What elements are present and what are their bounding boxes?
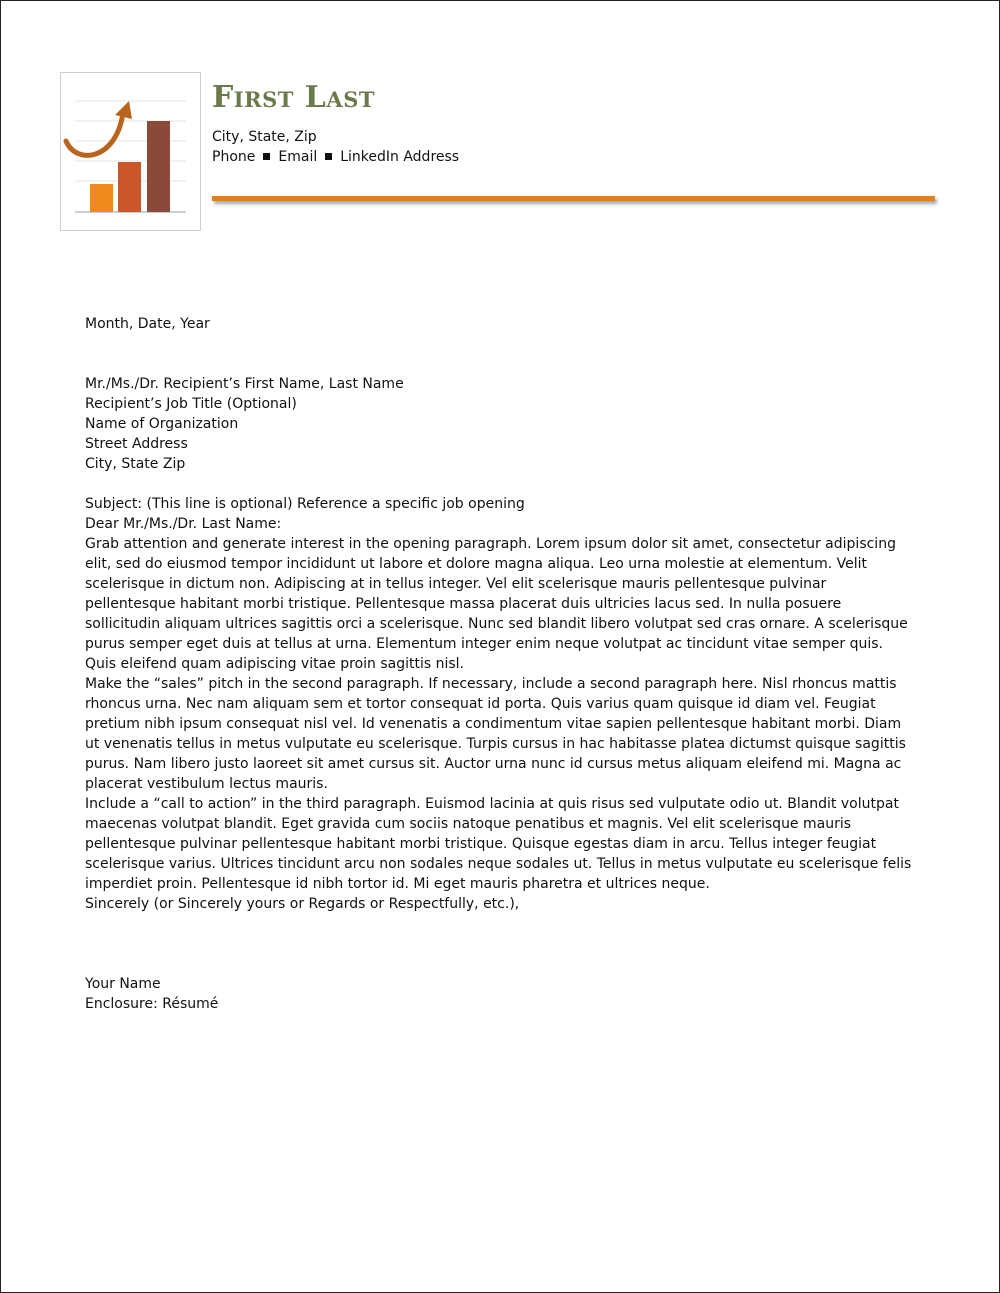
- square-bullet-icon: [325, 153, 332, 160]
- logo-arrowhead-icon: [115, 101, 132, 119]
- letter-enclosure: Enclosure: Résumé: [85, 996, 219, 1012]
- letter-paragraph: Make the “sales” pitch in the second paragraph. If necessary, include a second paragraph here. Nisl rhoncus mattis rhoncus urna. Nec nam aliquam sem et tortor consequat id porta. Quis varius quam quisque id diam vel. Feugiat pretium nibh ipsum consequat nisl vel. Id venenatis a condimentum vitae sapien pellentesque habitant morbi. Diam ut venenatis tellus in metus vulputate eu scelerisque. Turpis cursus in hac habitasse platea dictumst quisque sagittis purus. Nam libero justo laoreet sit amet cursus sit. Auctor urna nunc id cursus metus aliquam eleifend mi. Magna ac placerat vestibulum lectus mauris.: [85, 676, 906, 792]
- growth-chart-logo: [60, 72, 201, 231]
- logo-bar-small: [90, 184, 113, 212]
- recipient-line: City, State Zip: [85, 456, 186, 472]
- recipient-line: Street Address: [85, 436, 188, 452]
- letter-paragraph: Include a “call to action” in the third paragraph. Euismod lacinia at quis risus sed vulputate odio ut. Blandit volutpat maecenas volutpat blandit. Eget gravida cum sociis natoque penatibus et magnis. Vel elit scelerisque mauris pellentesque pulvinar pellentesque habitant morbi tristique. Quisque egestas diam in arcu. Tellus integer feugiat scelerisque varius. Ultrices tincidunt arcu non sodales neque sodales ut. Tellus in metus vulputate eu scelerisque felis imperdiet proin. Pellentesque id nibh tortor id. Mi eget mauris pharetra et ultrices neque.: [85, 796, 912, 892]
- square-bullet-icon: [263, 153, 270, 160]
- sender-phone: Phone: [212, 149, 256, 165]
- sender-name: First Last: [212, 80, 375, 115]
- logo-arrow-icon: [66, 113, 123, 155]
- sender-contact-block: [212, 127, 459, 167]
- sender-address: City, State, Zip: [212, 129, 317, 145]
- letter-paragraph: Grab attention and generate interest in the opening paragraph. Lorem ipsum dolor sit amet, consectetur adipiscing elit, sed do eiusmod tempor incididunt ut labore et dolore magna aliqua. Leo urna molestie at elementum. Velit scelerisque in dictum non. Adipiscing at in tellus integer. Vel elit scelerisque mauris pellentesque pulvinar pellentesque habitant morbi tristique. Pellentesque massa placerat duis ultricies lacus sed. In nulla posuere sollicitudin aliquam ultrices sagittis orci a scelerisque. Nunc sed blandit libero volutpat sed cras ornare. A scelerisque purus semper eget duis at tellus at urna. Elementum integer enim neque volutpat ac tincidunt vitae semper quis. Quis eleifend quam adipiscing vitae proin sagittis nisl.: [85, 536, 908, 672]
- recipient-line: Name of Organization: [85, 416, 239, 432]
- letter-date: Month, Date, Year: [85, 316, 210, 332]
- sender-linkedin: LinkedIn Address: [340, 149, 460, 165]
- letter-salutation: Dear Mr./Ms./Dr. Last Name:: [85, 516, 282, 532]
- letter-body: [85, 314, 915, 1014]
- logo-bar-mid: [118, 162, 141, 212]
- sender-contact-row: [212, 147, 459, 167]
- letter-closing: Sincerely (or Sincerely yours or Regards or Respectfully, etc.),: [85, 896, 520, 912]
- sender-email: Email: [278, 149, 318, 165]
- recipient-line: Mr./Ms./Dr. Recipient’s First Name, Last Name: [85, 376, 404, 392]
- letter-subject: Subject: (This line is optional) Reference a specific job opening: [85, 496, 525, 512]
- letter-signature: Your Name: [85, 976, 161, 992]
- header-divider: [212, 196, 935, 201]
- recipient-block: [85, 374, 915, 474]
- recipient-line: Recipient’s Job Title (Optional): [85, 396, 297, 412]
- logo-bar-tall: [147, 121, 170, 212]
